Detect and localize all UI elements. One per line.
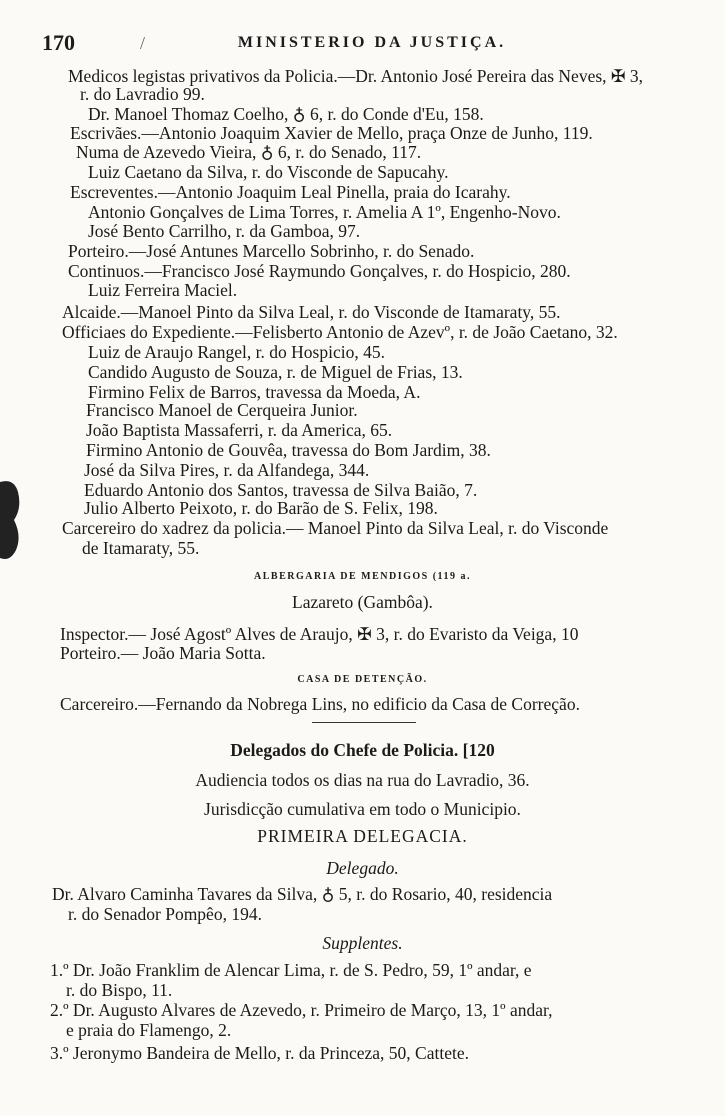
entry-line: Julio Alberto Peixoto, r. do Barão de S. Felix, 198. <box>84 498 438 518</box>
entry-line: Escrivães.—Antonio Joaquim Xavier de Mello, praça Onze de Junho, 119. <box>70 123 593 143</box>
entry-line: 1.º Dr. João Franklim de Alencar Lima, r. de S. Pedro, 59, 1º andar, e <box>50 960 532 980</box>
entry-line: Luiz Ferreira Maciel. <box>88 280 238 300</box>
header-divider: / <box>140 33 146 53</box>
section-divider <box>312 722 416 723</box>
section-subheading-lazareto: Lazareto (Gambôa). <box>292 592 433 612</box>
entry-line: Officiaes do Expediente.—Felisberto Antonio de Azevº, r. de João Caetano, 32. <box>62 322 618 342</box>
ink-blot-mark <box>0 478 22 562</box>
subheading-supplentes: Supplentes. <box>322 933 403 953</box>
section-heading-delegados: Delegados do Chefe de Policia. [120 <box>230 740 495 760</box>
entry-line: Alcaide.—Manoel Pinto da Silva Leal, r. do Visconde de Itamaraty, 55. <box>62 302 561 322</box>
page-header <box>42 30 702 56</box>
entry-line: Carcereiro.—Fernando da Nobrega Lins, no edificio da Casa de Correção. <box>60 694 580 714</box>
entry-line: Continuos.—Francisco José Raymundo Gonçalves, r. do Hospicio, 280. <box>68 261 571 281</box>
entry-line: Eduardo Antonio dos Santos, travessa de Silva Baião, 7. <box>84 480 478 500</box>
entry-line: Firmino Felix de Barros, travessa da Moeda, A. <box>88 382 421 402</box>
entry-line: José da Silva Pires, r. da Alfandega, 344. <box>84 460 370 480</box>
entry-line: Dr. Alvaro Caminha Tavares da Silva, ♁ 5, r. do Rosario, 40, residencia <box>52 884 553 904</box>
subheading-delegado: Delegado. <box>326 858 399 878</box>
entry-line: r. do Bispo, 11. <box>66 980 173 1000</box>
entry-line: Medicos legistas privativos da Policia.—Dr. Antonio José Pereira das Neves, ✠ 3, <box>68 66 644 86</box>
entry-line: r. do Senador Pompêo, 194. <box>68 904 262 924</box>
entry-line: Firmino Antonio de Gouvêa, travessa do Bom Jardim, 38. <box>86 440 491 460</box>
entry-line: 2.º Dr. Augusto Alvares de Azevedo, r. Primeiro de Março, 13, 1º andar, <box>50 1000 553 1020</box>
section-heading-primeira-delegacia: PRIMEIRA DELEGACIA. <box>257 826 468 846</box>
entry-line: Porteiro.— João Maria Sotta. <box>60 643 266 663</box>
entry-line: Luiz Caetano da Silva, r. do Visconde de Sapucahy. <box>88 162 449 182</box>
entry-line: Luiz de Araujo Rangel, r. do Hospicio, 45. <box>88 342 385 362</box>
entry-line: Inspector.— José Agostº Alves de Araujo, ✠ 3, r. do Evaristo da Veiga, 10 <box>60 624 579 644</box>
entry-line: José Bento Carrilho, r. da Gamboa, 97. <box>88 221 361 241</box>
entry-line: Francisco Manoel de Cerqueira Junior. <box>86 400 358 420</box>
entry-line: João Baptista Massaferri, r. da America, 65. <box>86 420 393 440</box>
entry-line: r. do Lavradio 99. <box>80 84 205 104</box>
entry-line: Porteiro.—José Antunes Marcello Sobrinho, r. do Senado. <box>68 241 475 261</box>
running-title: MINISTERIO DA JUSTIÇA. <box>237 34 507 51</box>
entry-line: 3.º Jeronymo Bandeira de Mello, r. da Princeza, 50, Cattete. <box>50 1043 469 1063</box>
entry-line: de Itamaraty, 55. <box>82 538 200 558</box>
section-heading-casa-detencao: CASA DE DETENÇÃO. <box>297 674 428 685</box>
entry-line: Dr. Manoel Thomaz Coelho, ♁ 6, r. do Conde d'Eu, 158. <box>88 104 484 124</box>
section-heading-albergaria: ALBERGARIA DE MENDIGOS (119 a. <box>254 571 471 582</box>
entry-line: Antonio Gonçalves de Lima Torres, r. Amelia A 1º, Engenho-Novo. <box>88 202 561 222</box>
entry-line: Carcereiro do xadrez da policia.— Manoel Pinto da Silva Leal, r. do Visconde <box>62 518 609 538</box>
info-line: Audiencia todos os dias na rua do Lavradio, 36. <box>195 770 530 790</box>
entry-line: Escreventes.—Antonio Joaquim Leal Pinella, praia do Icarahy. <box>70 182 511 202</box>
entry-line: Numa de Azevedo Vieira, ♁ 6, r. do Senado, 117. <box>76 142 422 162</box>
info-line: Jurisdicção cumulativa em todo o Municipio. <box>204 799 521 819</box>
entry-line: Candido Augusto de Souza, r. de Miguel de Frias, 13. <box>88 362 463 382</box>
page-number: 170 <box>42 30 75 55</box>
entry-line: e praia do Flamengo, 2. <box>66 1020 232 1040</box>
